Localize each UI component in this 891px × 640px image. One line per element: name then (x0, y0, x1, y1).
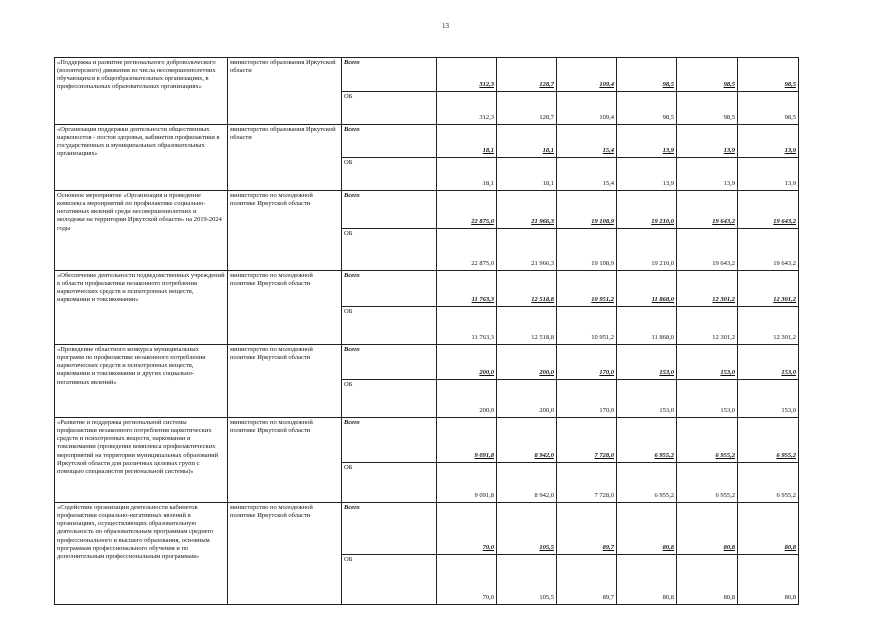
value-cell: 80,8 (677, 555, 738, 605)
table-row-total (55, 191, 799, 229)
value-cell: 19 643,2 (738, 229, 799, 271)
value-cell: 7 728,0 (557, 463, 617, 503)
value-cell: 6 955,2 (738, 418, 799, 463)
executor-cell: министерство по молодежной политике Иркутской области (228, 191, 342, 271)
activity-name-cell: «Содействие организации деятельности кабинетов профилактики социально-негативных явлений в организациях, осуществляющих образовательную деятельность по образовательным программам среднего профессионального и высшего образования, основным программам профессионального обучения и по дополнительным профессиональным программам» (55, 503, 228, 605)
funding-source-cell: Всего (342, 191, 437, 229)
value-cell: 170,0 (557, 345, 617, 380)
value-cell: 18,1 (497, 158, 557, 191)
value-cell: 12 301,2 (677, 307, 738, 345)
value-cell: 15,4 (557, 125, 617, 158)
value-cell: 89,7 (557, 555, 617, 605)
funding-source-cell: Всего (342, 125, 437, 158)
value-cell: 19 210,0 (617, 229, 677, 271)
value-cell: 19 643,2 (677, 191, 738, 229)
value-cell: 12 301,2 (738, 307, 799, 345)
value-cell: 6 955,2 (738, 463, 799, 503)
value-cell: 153,0 (677, 345, 738, 380)
table-row-total (55, 271, 799, 307)
executor-cell: министерство по молодежной политике Иркутской области (228, 271, 342, 345)
value-cell: 11 868,0 (617, 271, 677, 307)
funding-source-cell: ОБ (342, 307, 437, 345)
table-row-total (55, 418, 799, 463)
funding-source-cell: ОБ (342, 380, 437, 418)
activity-name-cell: «Проведение областного конкурса муниципальных программ по профилактике незаконного потребления наркотических средств и психотропных веществ, наркомании и токсикомании и других социально-негативных явлений» (55, 345, 228, 418)
table-row-total (55, 503, 799, 555)
value-cell: 8 942,0 (497, 463, 557, 503)
value-cell: 80,8 (617, 503, 677, 555)
value-cell: 70,0 (437, 555, 497, 605)
value-cell: 80,8 (738, 555, 799, 605)
activity-name-cell: «Организация поддержки деятельности общественных наркопостов - постов здоровья, кабинетов профилактики в государственных и муниципальных образовательных организациях» (55, 125, 228, 191)
value-cell: 200,0 (497, 380, 557, 418)
value-cell: 80,8 (738, 503, 799, 555)
value-cell: 18,1 (497, 125, 557, 158)
value-cell: 8 942,0 (497, 418, 557, 463)
funding-source-cell: ОБ (342, 158, 437, 191)
value-cell: 153,0 (738, 345, 799, 380)
value-cell: 89,7 (557, 503, 617, 555)
value-cell: 13,9 (677, 158, 738, 191)
value-cell: 21 966,3 (497, 191, 557, 229)
value-cell: 70,0 (437, 503, 497, 555)
funding-source-cell: ОБ (342, 555, 437, 605)
value-cell: 13,9 (738, 158, 799, 191)
activity-name-cell: «Развитие и поддержка региональной системы профилактики незаконного потребления наркотических средств и психотропных веществ, наркомании и токсикомании (проведение комплекса профилактических мероприятий на территории муниципальных образований Иркутской области для различных целевых групп с помощью специалистов региональной системы)» (55, 418, 228, 503)
value-cell: 200,0 (437, 380, 497, 418)
value-cell: 18,1 (437, 125, 497, 158)
funding-source-cell: Всего (342, 345, 437, 380)
value-cell: 21 966,3 (497, 229, 557, 271)
value-cell: 80,8 (677, 503, 738, 555)
value-cell: 98,5 (738, 92, 799, 125)
value-cell: 153,0 (617, 345, 677, 380)
funding-source-cell: ОБ (342, 92, 437, 125)
value-cell: 19 643,2 (677, 229, 738, 271)
table-row-total (55, 345, 799, 380)
funding-source-cell: Всего (342, 418, 437, 463)
funding-source-cell: Всего (342, 503, 437, 555)
value-cell: 12 301,2 (738, 271, 799, 307)
value-cell: 98,5 (738, 58, 799, 92)
value-cell: 12 518,8 (497, 307, 557, 345)
value-cell: 128,7 (497, 92, 557, 125)
executor-cell: министерство по молодежной политике Иркутской области (228, 345, 342, 418)
executor-cell: министерство по молодежной политике Иркутской области (228, 503, 342, 605)
value-cell: 153,0 (738, 380, 799, 418)
value-cell: 98,5 (617, 58, 677, 92)
funding-source-cell: ОБ (342, 229, 437, 271)
value-cell: 312,3 (437, 92, 497, 125)
value-cell: 6 955,2 (617, 418, 677, 463)
value-cell: 13,9 (617, 158, 677, 191)
value-cell: 18,1 (437, 158, 497, 191)
value-cell: 12 518,8 (497, 271, 557, 307)
value-cell: 200,0 (497, 345, 557, 380)
page-number: 13 (442, 22, 449, 30)
value-cell: 128,7 (497, 58, 557, 92)
value-cell: 10 951,2 (557, 307, 617, 345)
value-cell: 19 108,9 (557, 191, 617, 229)
executor-cell: министерство образования Иркутской области (228, 125, 342, 191)
funding-source-cell: ОБ (342, 463, 437, 503)
value-cell: 109,4 (557, 58, 617, 92)
value-cell: 13,9 (617, 125, 677, 158)
executor-cell: министерство по молодежной политике Иркутской области (228, 418, 342, 503)
value-cell: 7 728,0 (557, 418, 617, 463)
value-cell: 98,5 (617, 92, 677, 125)
value-cell: 170,0 (557, 380, 617, 418)
activity-name-cell: «Поддержка и развитие регионального добровольческого (волонтерского) движения из числа несовершеннолетних обучающихся в общеобразовательных организациях, в профессиональных образовательных организациях» (55, 58, 228, 125)
value-cell: 105,5 (497, 555, 557, 605)
value-cell: 22 875,0 (437, 229, 497, 271)
value-cell: 9 091,8 (437, 418, 497, 463)
value-cell: 98,5 (677, 92, 738, 125)
value-cell: 22 875,0 (437, 191, 497, 229)
activity-name-cell: «Обеспечение деятельности подведомственных учреждений в области профилактики незаконного потребления наркотических средств и психотропных веществ, наркомании и токсикомании» (55, 271, 228, 345)
value-cell: 6 955,2 (617, 463, 677, 503)
value-cell: 153,0 (617, 380, 677, 418)
value-cell: 9 091,8 (437, 463, 497, 503)
table-row-total (55, 58, 799, 92)
value-cell: 13,9 (738, 125, 799, 158)
value-cell: 19 643,2 (738, 191, 799, 229)
value-cell: 98,5 (677, 58, 738, 92)
value-cell: 11 763,3 (437, 271, 497, 307)
value-cell: 19 108,9 (557, 229, 617, 271)
activity-name-cell: Основное мероприятие «Организация и проведение комплекса мероприятий по профилактике социально-негативных явлений среди несовершеннолетних и молодежи на территории Иркутской области» на 2019-2024 годы (55, 191, 228, 271)
funding-source-cell: Всего (342, 58, 437, 92)
value-cell: 12 301,2 (677, 271, 738, 307)
value-cell: 153,0 (677, 380, 738, 418)
value-cell: 6 955,2 (677, 463, 738, 503)
value-cell: 80,8 (617, 555, 677, 605)
value-cell: 13,9 (677, 125, 738, 158)
value-cell: 10 951,2 (557, 271, 617, 307)
funding-source-cell: Всего (342, 271, 437, 307)
value-cell: 11 868,0 (617, 307, 677, 345)
value-cell: 11 763,3 (437, 307, 497, 345)
executor-cell: министерство образования Иркутской области (228, 58, 342, 125)
budget-table (54, 57, 799, 605)
value-cell: 200,0 (437, 345, 497, 380)
value-cell: 105,5 (497, 503, 557, 555)
table-row-total (55, 125, 799, 158)
value-cell: 6 955,2 (677, 418, 738, 463)
value-cell: 19 210,0 (617, 191, 677, 229)
value-cell: 312,3 (437, 58, 497, 92)
value-cell: 15,4 (557, 158, 617, 191)
value-cell: 109,4 (557, 92, 617, 125)
